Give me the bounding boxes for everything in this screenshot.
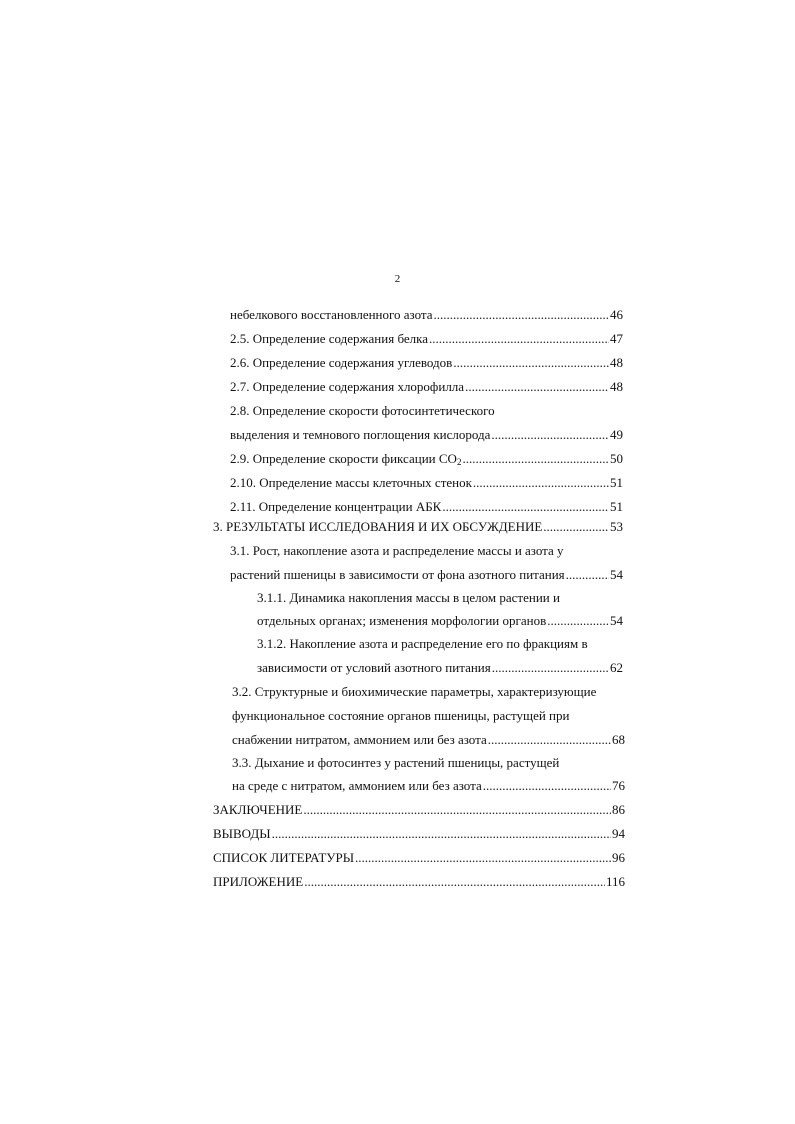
toc-entry[interactable] xyxy=(230,331,623,347)
toc-entry-page: 94 xyxy=(612,826,625,841)
dot-leader xyxy=(473,475,609,491)
toc-entry-page: 96 xyxy=(612,850,625,865)
toc-entry-title: 2.5. Определение содержания белка xyxy=(230,331,429,346)
toc-entry[interactable] xyxy=(213,802,625,818)
toc-entry-title: 2.7. Определение содержания хлорофилла xyxy=(230,379,465,394)
toc-entry-page: 116 xyxy=(605,874,625,889)
toc-entry-title: 3.2. Структурные и биохимические параметры, характеризующие xyxy=(232,684,597,699)
toc-entry-continued[interactable] xyxy=(232,684,596,700)
toc-entry[interactable] xyxy=(230,475,623,491)
toc-entry-title: зависимости от условий азотного питания xyxy=(257,660,491,675)
toc-entry-continued[interactable] xyxy=(257,636,588,652)
toc-entry-page: 68 xyxy=(612,732,625,747)
toc-entry-page: 86 xyxy=(612,802,625,817)
toc-entry-continued[interactable] xyxy=(257,590,560,606)
toc-entry-page: 49 xyxy=(610,427,623,442)
toc-entry-page: 53 xyxy=(610,519,623,534)
toc-entry[interactable] xyxy=(213,850,625,866)
toc-entry[interactable] xyxy=(213,874,625,890)
toc-entry-title: на среде с нитратом, аммонием или без азота xyxy=(232,778,482,793)
dot-leader xyxy=(303,802,611,818)
dot-leader xyxy=(566,567,609,583)
toc-entry-title: небелкового восстановленного азота xyxy=(230,307,433,322)
toc-entry-page: 54 xyxy=(610,613,623,628)
dot-leader xyxy=(434,307,609,323)
dot-leader xyxy=(543,519,609,535)
toc-entry[interactable] xyxy=(257,660,623,676)
dot-leader xyxy=(547,613,609,629)
toc-entry[interactable] xyxy=(230,379,623,395)
dot-leader xyxy=(492,660,609,676)
toc-entry[interactable] xyxy=(213,519,623,535)
toc-entry-continued[interactable] xyxy=(232,755,559,771)
dot-leader xyxy=(491,427,609,443)
dot-leader xyxy=(488,732,611,748)
toc-entry-title: 3.1. Рост, накопление азота и распределение массы и азота у xyxy=(230,543,564,558)
subscript: 2 xyxy=(456,457,462,467)
toc-entry-title: выделения и темнового поглощения кислорода xyxy=(230,427,491,442)
toc-entry-title: 3.1.2. Накопление азота и распределение его по фракциям в xyxy=(257,636,588,651)
toc-entry-page: 54 xyxy=(610,567,623,582)
toc-entry-page: 62 xyxy=(610,660,623,675)
toc-entry-title: 2.10. Определение массы клеточных стенок xyxy=(230,475,472,490)
toc-entry-title: растений пшеницы в зависимости от фона азотного питания xyxy=(230,567,565,582)
toc-entry-continued[interactable] xyxy=(230,403,495,419)
dot-leader xyxy=(462,451,609,467)
dot-leader xyxy=(272,826,611,842)
dot-leader xyxy=(355,850,611,866)
toc-entry-title: ПРИЛОЖЕНИЕ xyxy=(213,874,304,889)
toc-entry-title: снабжении нитратом, аммонием или без азота xyxy=(232,732,487,747)
toc-entry[interactable] xyxy=(230,427,623,443)
toc-entry-page: 51 xyxy=(610,499,623,514)
toc-entry-title: 3.3. Дыхание и фотосинтез у растений пшеницы, растущей xyxy=(232,755,560,770)
toc-entry-page: 48 xyxy=(610,379,623,394)
toc-entry[interactable] xyxy=(232,778,625,794)
toc-entry-page: 51 xyxy=(610,475,623,490)
dot-leader xyxy=(483,778,611,794)
toc-entry[interactable] xyxy=(230,307,623,323)
toc-entry-title: 2.8. Определение скорости фотосинтетического xyxy=(230,403,495,418)
dot-leader xyxy=(453,355,609,371)
dot-leader xyxy=(429,331,609,347)
toc-entry-page: 46 xyxy=(610,307,623,322)
toc-entry[interactable] xyxy=(232,732,625,748)
dot-leader xyxy=(442,499,609,515)
toc-entry[interactable] xyxy=(257,613,623,629)
toc-entry-title: 3. РЕЗУЛЬТАТЫ ИССЛЕДОВАНИЯ И ИХ ОБСУЖДЕНИЕ xyxy=(213,519,543,534)
toc-entry-title: СПИСОК ЛИТЕРАТУРЫ xyxy=(213,850,355,865)
toc-entry-continued[interactable] xyxy=(230,543,564,559)
toc-entry-title: ВЫВОДЫ xyxy=(213,826,271,841)
toc-entry[interactable] xyxy=(230,451,623,467)
toc-entry[interactable] xyxy=(230,567,623,583)
toc-entry[interactable] xyxy=(213,826,625,842)
toc-entry-title: 2.11. Определение концентрации АБК xyxy=(230,499,442,514)
toc-entry-title: 3.1.1. Динамика накопления массы в целом растении и xyxy=(257,590,560,605)
toc-entry-title: отдельных органах; изменения морфологии органов xyxy=(257,613,547,628)
toc-entry-title: 2.6. Определение содержания углеводов xyxy=(230,355,453,370)
toc-entry-title: ЗАКЛЮЧЕНИЕ xyxy=(213,802,303,817)
toc-entry-page: 47 xyxy=(610,331,623,346)
dot-leader xyxy=(304,874,605,890)
dot-leader xyxy=(465,379,609,395)
toc-entry-page: 50 xyxy=(610,451,623,466)
toc-entry-title xyxy=(230,451,461,467)
toc-entry-page: 76 xyxy=(612,778,625,793)
toc-entry-continued[interactable] xyxy=(232,708,569,724)
page-number: 2 xyxy=(394,273,401,285)
toc-entry-page: 48 xyxy=(610,355,623,370)
toc-entry[interactable] xyxy=(230,499,623,515)
toc-entry[interactable] xyxy=(230,355,623,371)
toc-entry-title-main: 2.9. Определение скорости фиксации СО xyxy=(230,451,457,466)
toc-entry-title: функциональное состояние органов пшеницы, растущей при xyxy=(232,708,570,723)
